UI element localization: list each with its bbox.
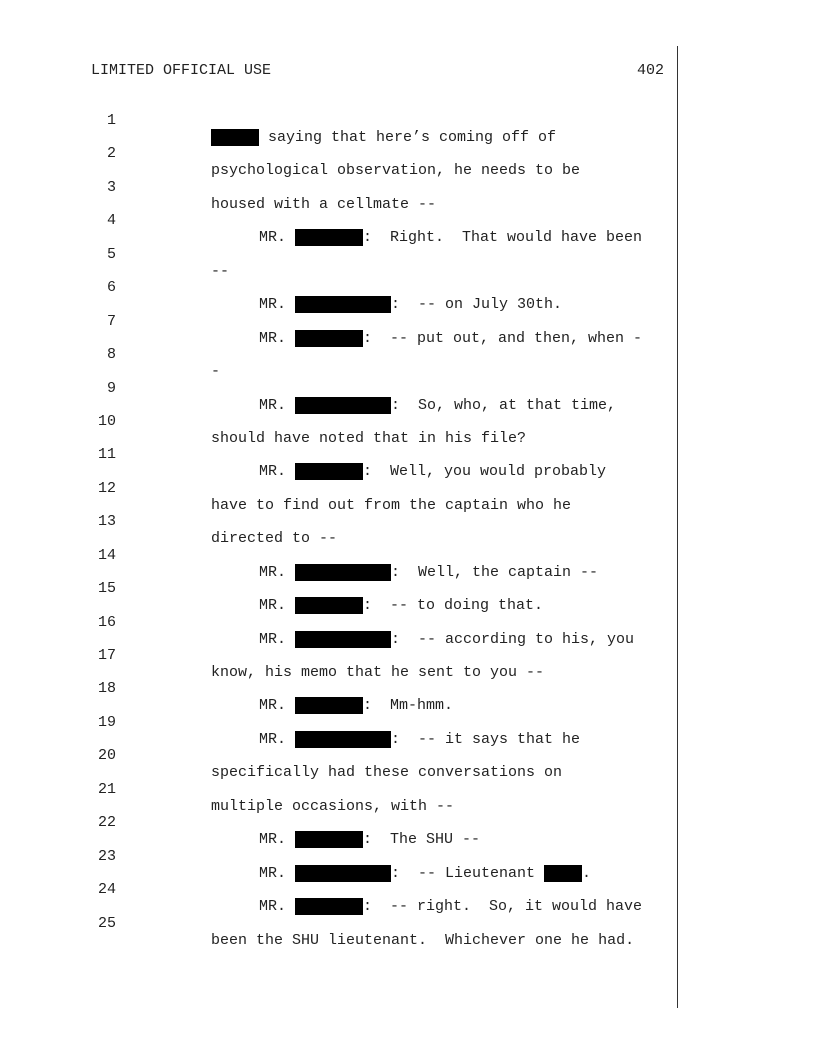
transcript-line [0, 95, 816, 146]
line-text: MR. : -- to doing that. [259, 597, 544, 615]
transcript-line [0, 229, 816, 280]
line-number: 15 [97, 580, 116, 598]
line-number: 22 [97, 814, 116, 832]
line-text: MR. : Mm-hmm. [259, 697, 454, 715]
line-number: 4 [106, 212, 116, 230]
transcript-line [0, 363, 816, 414]
transcript-line [0, 630, 816, 681]
line-number: 10 [97, 412, 116, 430]
transcript-line [0, 864, 816, 916]
line-number: 3 [106, 178, 116, 196]
line-number: 8 [106, 346, 116, 364]
transcript-line [0, 764, 816, 815]
line-number: 9 [106, 379, 116, 397]
line-text: MR. : Well, the captain -- [259, 563, 599, 581]
line-text: MR. : -- it says that he [259, 730, 581, 748]
page-number: 402 [637, 62, 665, 79]
line-text: saying that here’s coming off of [211, 129, 556, 146]
line-number: 2 [106, 145, 116, 163]
line-number: 13 [97, 513, 116, 531]
line-number: 7 [106, 312, 116, 330]
line-text: MR. : The SHU -- [259, 831, 481, 849]
transcript-line [0, 831, 816, 882]
transcript-line [0, 663, 816, 715]
transcript-line [0, 563, 816, 615]
line-text: housed with a cellmate -- [211, 195, 437, 213]
line-text: MR. : -- right. So, it would have [259, 898, 643, 916]
transcript-line [0, 597, 816, 648]
transcript-line [0, 128, 816, 180]
line-text: MR. : Well, you would probably [259, 463, 607, 481]
transcript-line [0, 898, 816, 949]
line-number: 6 [106, 279, 116, 297]
transcript-line [0, 396, 816, 447]
line-text: MR. : Right. That would have been [259, 229, 643, 247]
line-number: 21 [97, 780, 116, 798]
line-number: 5 [106, 245, 116, 263]
line-text: MR. : -- on July 30th. [259, 296, 563, 314]
line-text: MR. : -- put out, and then, when - [259, 329, 643, 347]
transcript-line [0, 262, 816, 314]
line-text: MR. : -- Lieutenant . [259, 864, 592, 882]
line-number: 18 [97, 680, 116, 698]
line-number: 23 [97, 847, 116, 865]
transcript-line [0, 195, 816, 247]
line-number: 12 [97, 479, 116, 497]
line-number: 16 [97, 613, 116, 631]
transcript-line [0, 730, 816, 782]
line-number: 1 [106, 112, 116, 129]
line-text: multiple occasions, with -- [211, 797, 455, 815]
line-text: - [211, 363, 221, 381]
classification-header: LIMITED OFFICIAL USE [91, 62, 272, 79]
transcript-line [0, 463, 816, 514]
line-text: MR. : -- according to his, you [259, 630, 635, 648]
line-text: directed to -- [211, 530, 338, 548]
transcript-line [0, 797, 816, 849]
transcript-line [0, 496, 816, 548]
transcript-line [0, 697, 816, 748]
line-number: 17 [97, 647, 116, 664]
line-number: 14 [97, 546, 116, 564]
transcript-line [0, 162, 816, 213]
line-number: 20 [97, 747, 116, 765]
transcript-body [0, 95, 816, 949]
line-text: MR. : So, who, at that time, [259, 396, 617, 414]
line-number: 11 [97, 446, 116, 464]
line-text: know, his memo that he sent to you -- [211, 664, 545, 681]
transcript-line [0, 429, 816, 481]
line-text: been the SHU lieutenant. Whichever one he had. [211, 931, 635, 949]
line-number: 19 [97, 713, 116, 731]
line-text: have to find out from the captain who he [211, 496, 572, 514]
line-number: 25 [97, 914, 116, 932]
line-text: should have noted that in his file? [211, 429, 527, 447]
transcript-line [0, 530, 816, 581]
line-number: 24 [97, 881, 116, 899]
transcript-line [0, 329, 816, 381]
transcript-line [0, 296, 816, 347]
line-text: specifically had these conversations on [211, 764, 563, 782]
line-text: psychological observation, he needs to be [211, 162, 581, 180]
line-text: -- [211, 262, 230, 280]
